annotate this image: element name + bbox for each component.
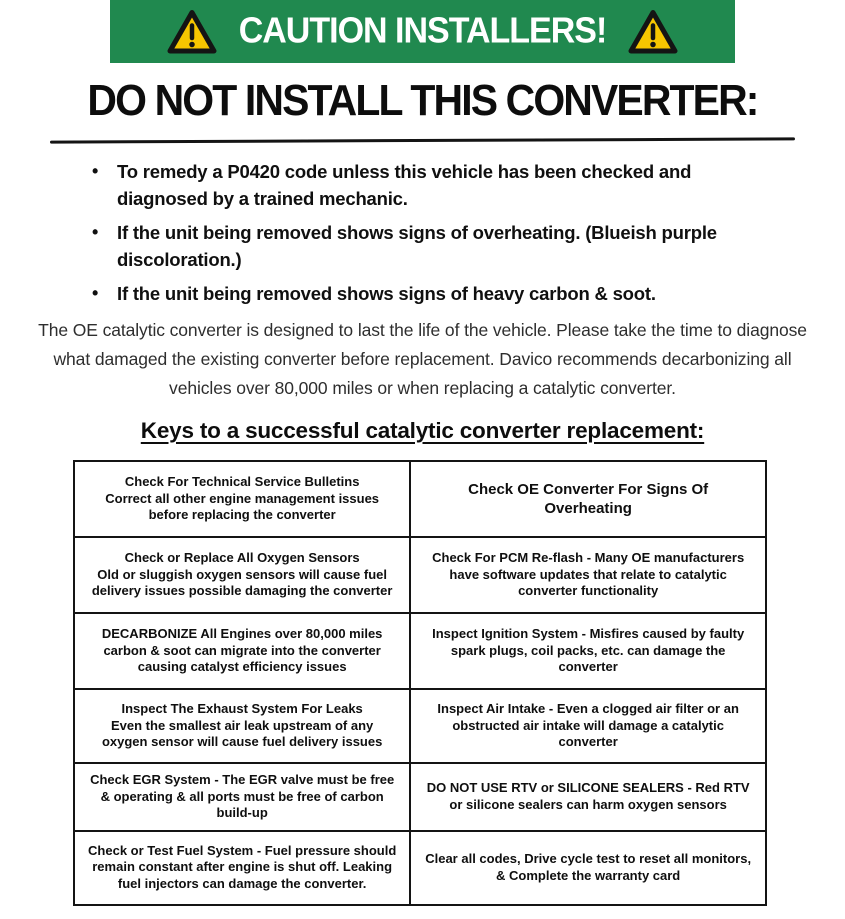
keys-heading: Keys to a successful catalytic converter replacement: xyxy=(140,418,705,443)
paragraph-line: The OE catalytic converter is designed to last the life of the vehicle. Please take the time to diagnose xyxy=(38,320,807,340)
cell-line: Clear all codes, Drive cycle test to reset all monitors, & Complete the warranty card xyxy=(425,851,752,883)
cell-line: Check or Test Fuel System - Fuel pressure should remain constant after engine is shut off. Leaking fuel injectors can damage the converter. xyxy=(88,842,397,891)
list-item: • To remedy a P0420 code unless this vehicle has been checked and diagnosed by a trained mechanic. xyxy=(90,158,772,212)
cell-line: Inspect Air Intake - Even a clogged air filter or an obstructed air intake will damage a catalytic converter xyxy=(437,701,739,750)
table-cell xyxy=(74,831,410,905)
table-row xyxy=(74,537,766,613)
warning-triangle-icon xyxy=(167,9,217,55)
table-row xyxy=(74,613,766,689)
cell-line: DO NOT USE RTV or SILICONE SEALERS - Red RTV or silicone sealers can harm oxygen sensors xyxy=(426,780,750,812)
banner-title: CAUTION INSTALLERS! xyxy=(238,11,607,51)
keys-table xyxy=(73,460,767,906)
paragraph-line: vehicles over 80,000 miles or when replacing a catalytic converter. xyxy=(169,378,676,398)
page-title: DO NOT INSTALL THIS CONVERTER: xyxy=(87,76,758,125)
list-item: • If the unit being removed shows signs of overheating. (Blueish purple discoloration.) xyxy=(90,219,772,273)
table-cell xyxy=(74,763,410,831)
table-row xyxy=(74,763,766,831)
table-cell xyxy=(74,613,410,689)
cell-line: Check or Replace All Oxygen Sensors xyxy=(124,550,360,566)
cell-line: Check For Technical Service Bulletins xyxy=(124,474,360,490)
cell-line: Correct all other engine management issues before replacing the converter xyxy=(105,490,380,523)
caution-banner xyxy=(110,0,735,63)
cell-line: Check EGR System - The EGR valve must be free & operating & all ports must be free of carbon build-up xyxy=(90,772,395,820)
cell-line: DECARBONIZE All Engines over 80,000 miles carbon & soot can migrate into the converter causing catalyst efficiency issues xyxy=(101,626,383,675)
table-row xyxy=(74,689,766,763)
warning-triangle-icon xyxy=(628,9,678,55)
table-cell xyxy=(410,763,766,831)
cell-line: Check For PCM Re-flash - Many OE manufacturers have software updates that relate to catalytic converter functionality xyxy=(432,550,745,599)
cell-line: Even the smallest air leak upstream of any oxygen sensor will cause fuel delivery issues xyxy=(101,717,383,750)
table-cell xyxy=(410,613,766,689)
cell-line: Check OE Converter For Signs Of Overheating xyxy=(468,481,709,517)
warning-bullet-list xyxy=(90,158,772,307)
table-cell xyxy=(410,689,766,763)
table-row xyxy=(74,461,766,537)
table-cell xyxy=(74,537,410,613)
table-cell xyxy=(410,537,766,613)
cell-line: Inspect The Exhaust System For Leaks xyxy=(121,701,363,717)
table-cell xyxy=(74,461,410,537)
table-cell xyxy=(410,461,766,537)
oe-converter-paragraph xyxy=(0,316,845,403)
table-cell xyxy=(74,689,410,763)
table-row xyxy=(74,831,766,905)
list-item: • If the unit being removed shows signs of heavy carbon & soot. xyxy=(90,280,772,307)
paragraph-line: what damaged the existing converter before replacement. Davico recommends decarbonizing all xyxy=(53,349,792,369)
cell-line: Old or sluggish oxygen sensors will cause fuel delivery issues possible damaging the converter xyxy=(91,566,393,599)
cell-line: Inspect Ignition System - Misfires caused by faulty spark plugs, coil packs, etc. can damage the converter xyxy=(432,626,745,675)
divider-line xyxy=(50,137,795,143)
table-cell xyxy=(410,831,766,905)
